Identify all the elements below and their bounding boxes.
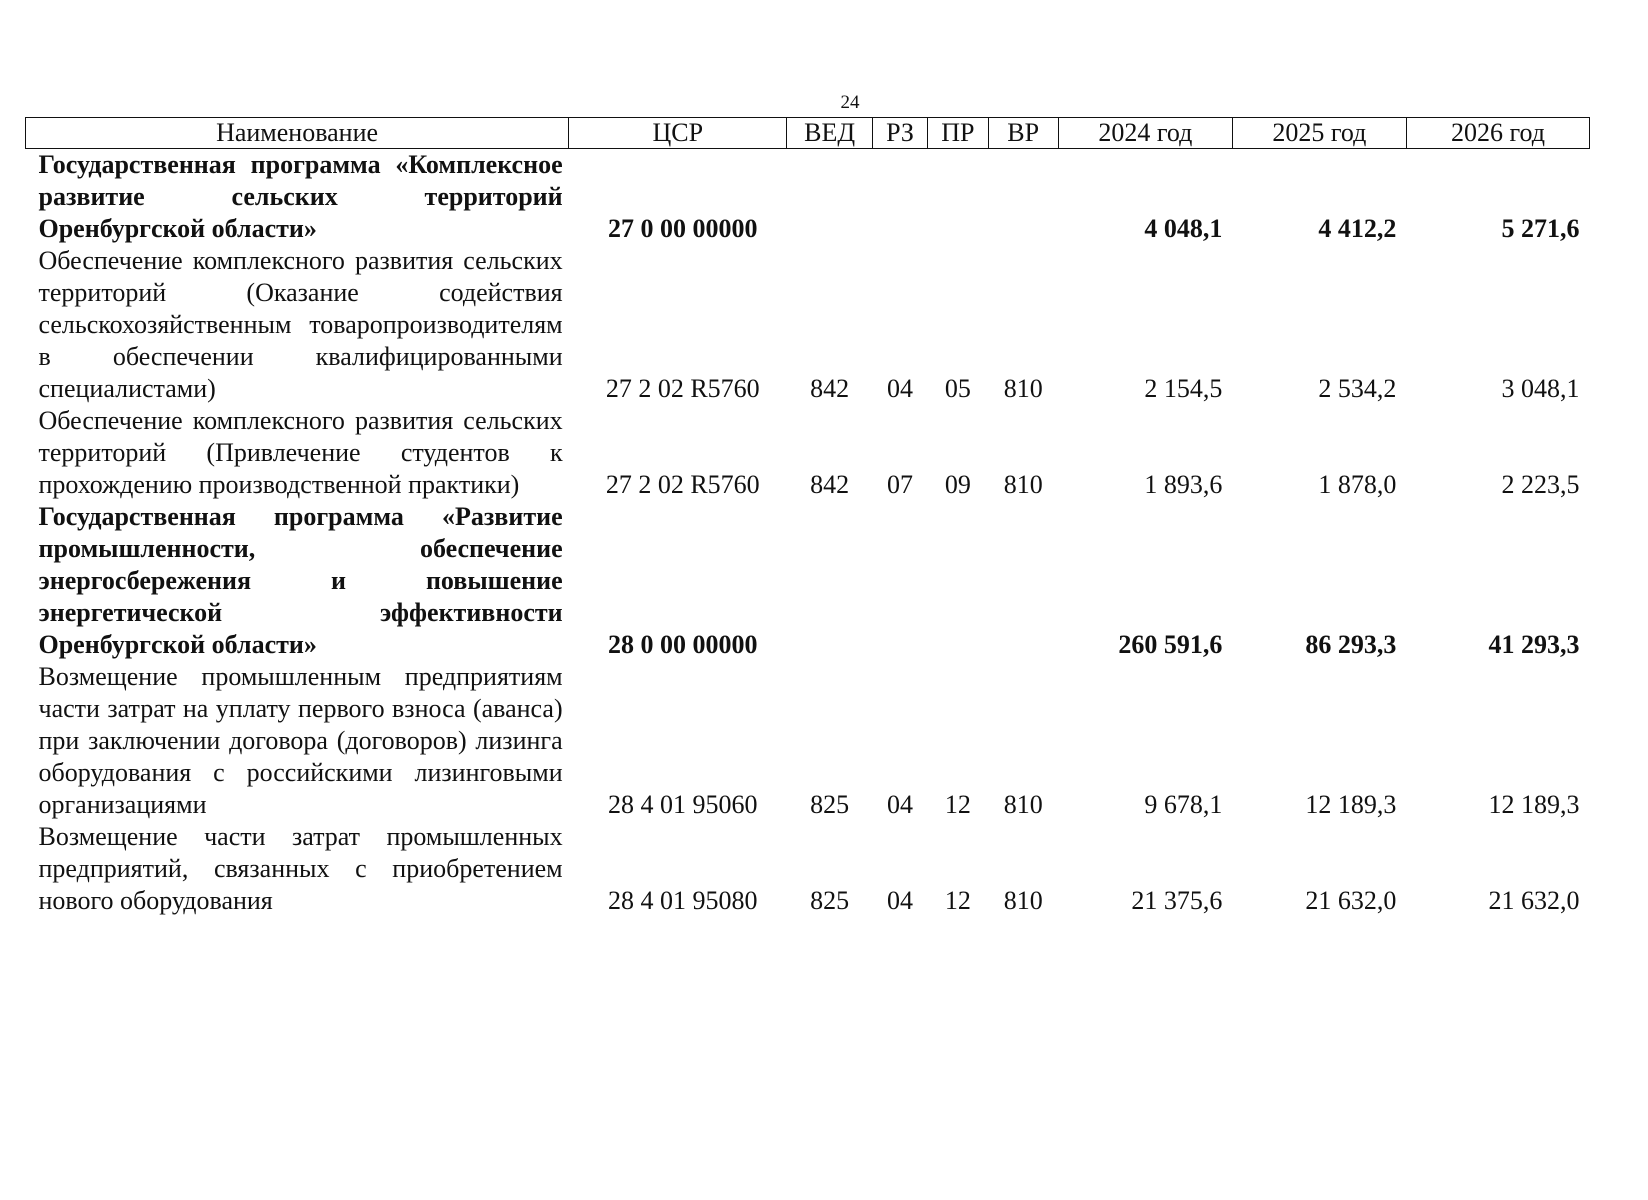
row-2024: 4 048,1 (1144, 214, 1223, 243)
row-vr (988, 501, 1058, 661)
row-ved: 825 (810, 790, 850, 819)
row-pr: 05 (944, 374, 971, 403)
row-pr: 12 (944, 886, 971, 915)
row-pr: 09 (944, 470, 971, 499)
table-row (26, 405, 1590, 501)
row-rz: 07 (887, 470, 914, 499)
header-rz: РЗ (872, 118, 927, 149)
table-row (26, 149, 1590, 246)
row-csr: 27 2 02 R5760 (605, 470, 760, 499)
table-row (26, 501, 1590, 661)
header-csr: ЦСР (569, 118, 787, 149)
table-header-row (26, 118, 1590, 149)
header-2026: 2026 год (1406, 118, 1589, 149)
header-name: Наименование (26, 118, 569, 149)
row-2024: 1 893,6 (1144, 470, 1223, 499)
row-vr: 810 (1003, 470, 1043, 499)
row-ved (787, 149, 872, 246)
row-name: Обеспечение комплексного развития сельских территорий (Привлечение студентов к прохождению производственной практики) (38, 406, 563, 499)
row-rz (872, 501, 927, 661)
row-name: Возмещение части затрат промышленных предприятий, связанных с приобретением нового оборудования (38, 822, 563, 915)
row-name: Государственная программа «Развитие промышленности, обеспечение энергосбережения и повышение энергетической эффективности Оренбургской области» (38, 502, 563, 659)
row-2025: 12 189,3 (1305, 790, 1397, 819)
header-pr: ПР (928, 118, 988, 149)
row-pr (928, 149, 988, 246)
row-name: Обеспечение комплексного развития сельских территорий (Оказание содействия сельскохозяйственным товаропроизводителям в обеспечении квалифицированными специалистами) (38, 246, 563, 403)
row-pr (928, 501, 988, 661)
row-ved: 825 (810, 886, 850, 915)
row-2024: 21 375,6 (1131, 886, 1223, 915)
table-row (26, 245, 1590, 405)
row-ved: 842 (810, 470, 850, 499)
row-csr: 27 2 02 R5760 (605, 374, 760, 403)
row-rz: 04 (887, 374, 914, 403)
row-name: Возмещение промышленным предприятиям части затрат на уплату первого взноса (аванса) при заключении договора (договоров) лизинга оборудования с российскими лизинговыми организациями (38, 662, 563, 819)
row-2026: 41 293,3 (1488, 630, 1580, 659)
header-vr: ВР (988, 118, 1058, 149)
row-csr: 27 0 00 00000 (608, 214, 758, 243)
row-ved (787, 501, 872, 661)
row-2025: 4 412,2 (1318, 214, 1397, 243)
row-2024: 2 154,5 (1144, 374, 1223, 403)
header-2025: 2025 год (1232, 118, 1406, 149)
row-pr: 12 (944, 790, 971, 819)
table-row (26, 661, 1590, 821)
row-2024: 260 591,6 (1118, 630, 1223, 659)
row-vr (988, 149, 1058, 246)
row-2026: 12 189,3 (1488, 790, 1580, 819)
row-csr: 28 0 00 00000 (608, 630, 758, 659)
row-name: Государственная программа «Комплексное развитие сельских территорий Оренбургской области» (38, 150, 563, 243)
row-vr: 810 (1003, 374, 1043, 403)
row-rz: 04 (887, 886, 914, 915)
row-2025: 86 293,3 (1305, 630, 1397, 659)
row-rz: 04 (887, 790, 914, 819)
row-2026: 21 632,0 (1488, 886, 1580, 915)
row-csr: 28 4 01 95080 (608, 886, 758, 915)
budget-table (25, 117, 1590, 917)
table-row (26, 821, 1590, 917)
row-vr: 810 (1003, 886, 1043, 915)
row-ved: 842 (810, 374, 850, 403)
row-2025: 1 878,0 (1318, 470, 1397, 499)
row-2026: 5 271,6 (1501, 214, 1580, 243)
row-2025: 21 632,0 (1305, 886, 1397, 915)
row-csr: 28 4 01 95060 (608, 790, 758, 819)
row-2025: 2 534,2 (1318, 374, 1397, 403)
row-2026: 3 048,1 (1501, 374, 1580, 403)
page-number: 24 (840, 92, 860, 113)
row-2024: 9 678,1 (1144, 790, 1223, 819)
header-ved: ВЕД (787, 118, 872, 149)
row-2026: 2 223,5 (1501, 470, 1580, 499)
header-2024: 2024 год (1058, 118, 1232, 149)
row-rz (872, 149, 927, 246)
row-vr: 810 (1003, 790, 1043, 819)
